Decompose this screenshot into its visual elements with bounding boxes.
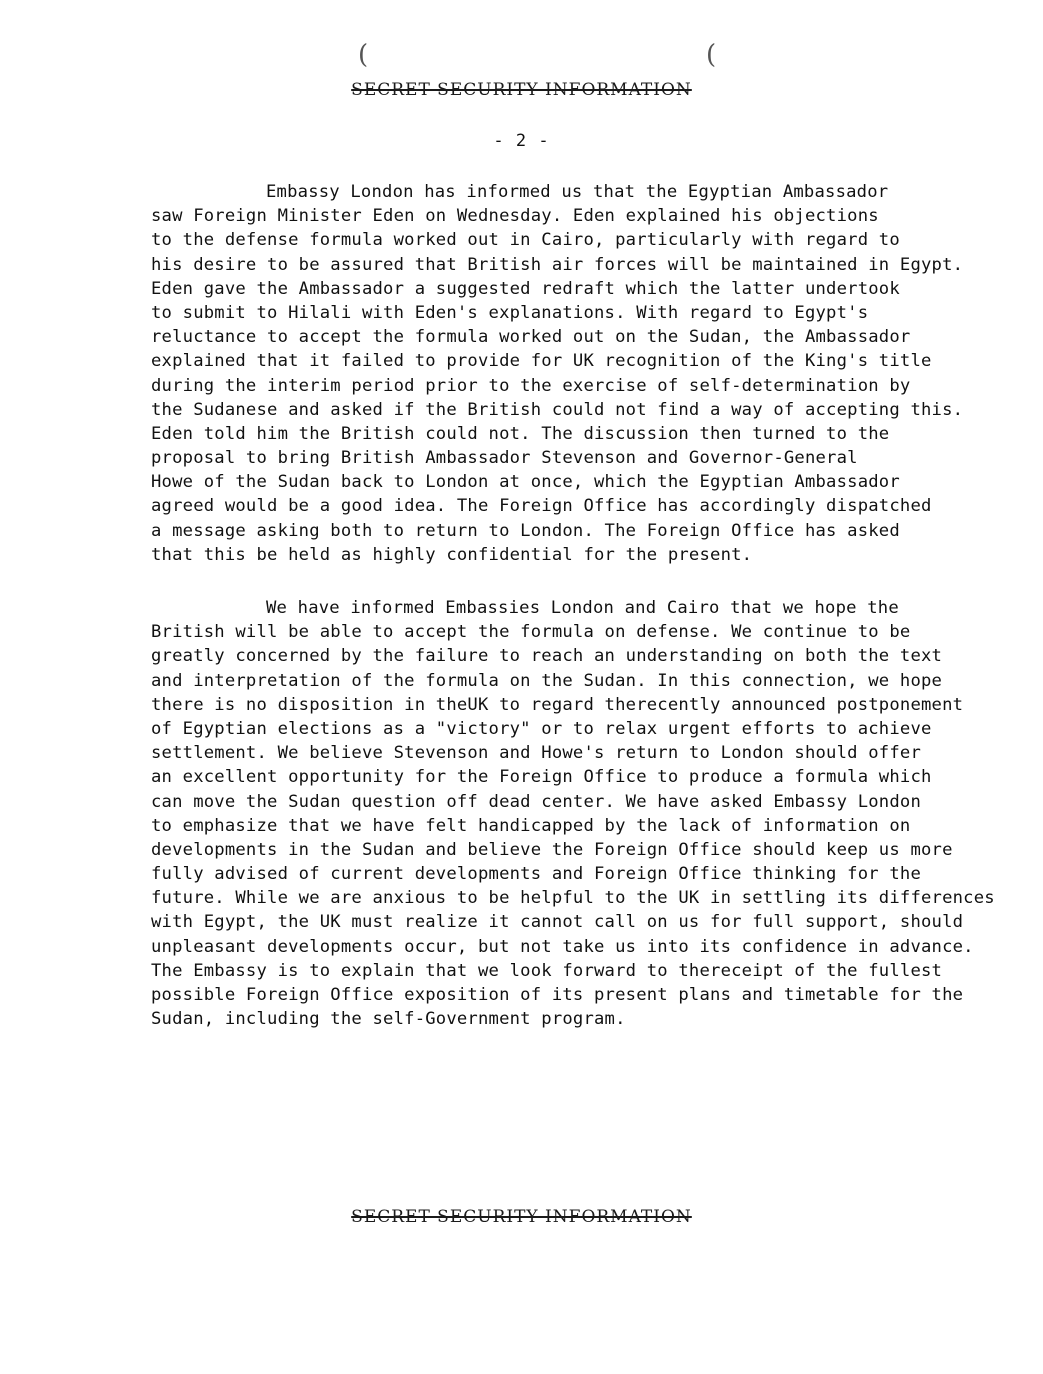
page-number: - 2 - bbox=[493, 131, 550, 151]
text-line: saw Foreign Minister Eden on Wednesday. Eden explained his objections bbox=[151, 206, 879, 227]
text-line: developments in the Sudan and believe the Foreign Office should keep us more bbox=[151, 839, 953, 860]
text-line: his desire to be assured that British air forces will be maintained in Egypt. bbox=[151, 254, 964, 275]
text-line: Eden gave the Ambassador a suggested redraft which the latter undertook bbox=[151, 278, 900, 299]
text-line: to emphasize that we have felt handicapped by the lack of information on bbox=[151, 815, 911, 836]
punch-mark-left: ( bbox=[358, 40, 369, 70]
text-line: agreed would be a good idea. The Foreign Office has accordingly dispatched bbox=[151, 496, 932, 517]
text-line: that this be held as highly confidential for the present. bbox=[151, 544, 753, 565]
text-line: Embassy London has informed us that the Egyptian Ambassador bbox=[266, 182, 889, 202]
text-line: future. While we are anxious to be helpful to the UK in settling its differences bbox=[151, 888, 995, 909]
text-line: and interpretation of the formula on the Sudan. In this connection, we hope bbox=[151, 670, 943, 691]
classification-footer bbox=[0, 1207, 1043, 1227]
text-line: fully advised of current developments and Foreign Office thinking for the bbox=[151, 864, 921, 885]
text-line: to the defense formula worked out in Cairo, particularly with regard to bbox=[151, 230, 900, 251]
text-line: reluctance to accept the formula worked out on the Sudan, the Ambassador bbox=[151, 327, 911, 348]
text-line: of Egyptian elections as a "victory" or to relax urgent efforts to achieve bbox=[151, 718, 932, 739]
text-line: the Sudanese and asked if the British could not find a way of accepting this. bbox=[151, 399, 964, 420]
paragraph-1 bbox=[151, 180, 1001, 567]
text-line: Sudan, including the self-Government program. bbox=[151, 1009, 626, 1030]
text-line: there is no disposition in theUK to regard therecently announced postponement bbox=[151, 694, 964, 715]
text-line: explained that it failed to provide for UK recognition of the King's title bbox=[151, 351, 932, 372]
text-line: Eden told him the British could not. The discussion then turned to the bbox=[151, 423, 890, 444]
text-line: with Egypt, the UK must realize it cannot call on us for full support, should bbox=[151, 912, 964, 933]
text-line: proposal to bring British Ambassador Stevenson and Governor-General bbox=[151, 448, 858, 469]
text-line: unpleasant developments occur, but not take us into its confidence in advance. bbox=[151, 936, 974, 957]
text-line: during the interim period prior to the exercise of self-determination by bbox=[151, 375, 911, 396]
text-line: The Embassy is to explain that we look forward to thereceipt of the fullest bbox=[151, 960, 943, 981]
text-line: settlement. We believe Stevenson and Howe's return to London should offer bbox=[151, 743, 921, 764]
punch-mark-right: ( bbox=[706, 40, 717, 70]
classification-footer-text: SECRET SECURITY INFORMATION bbox=[351, 1207, 692, 1227]
classification-header bbox=[0, 80, 1043, 100]
text-line: a message asking both to return to London. The Foreign Office has asked bbox=[151, 520, 900, 541]
text-line: We have informed Embassies London and Cairo that we hope the bbox=[266, 598, 899, 618]
text-line: can move the Sudan question off dead center. We have asked Embassy London bbox=[151, 791, 921, 812]
text-line: possible Foreign Office exposition of its present plans and timetable for the bbox=[151, 985, 964, 1005]
text-line: Howe of the Sudan back to London at once, which the Egyptian Ambassador bbox=[151, 472, 900, 493]
paragraph-2 bbox=[151, 596, 1001, 1031]
text-line: an excellent opportunity for the Foreign Office to produce a formula which bbox=[151, 767, 932, 788]
classification-header-text: SECRET SECURITY INFORMATION bbox=[351, 80, 692, 100]
text-line: British will be able to accept the formula on defense. We continue to be bbox=[151, 622, 911, 643]
text-line: to submit to Hilali with Eden's explanations. With regard to Egypt's bbox=[151, 302, 869, 323]
text-line: greatly concerned by the failure to reach an understanding on both the text bbox=[151, 646, 943, 667]
